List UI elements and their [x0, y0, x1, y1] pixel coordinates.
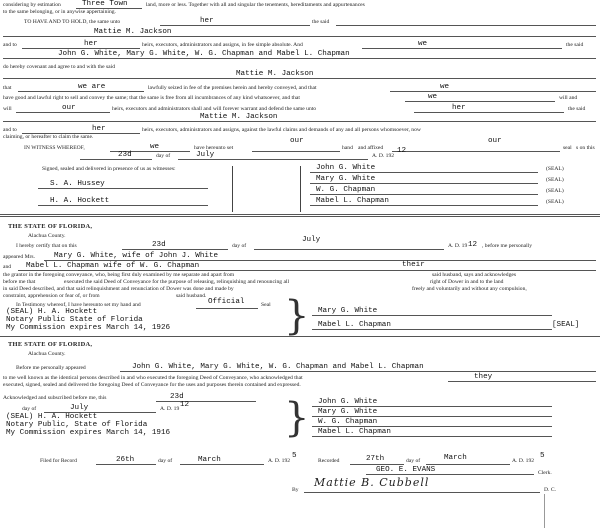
grantors-line: John G. White, Mary G. White, W. G. Chapman and Mabel L. Chapman	[58, 50, 350, 58]
ack1-wife-1: Mary G. White, wife of John J. White	[54, 252, 219, 260]
the-said-2: the said	[568, 106, 586, 112]
ack1-body-3: in said Deed described, and that said relinquishment and renunciation of Dower was done and made by	[3, 286, 234, 292]
have-good-text: have good and lawful right to sell and convey the same; that the same is free from all incumbrances of any kind whatsoever, and that	[3, 95, 300, 101]
ack1-official: Official	[208, 298, 245, 306]
ack2-year: 12	[180, 401, 190, 409]
signer-3: W. G. Chapman	[316, 186, 376, 194]
deed-line1-prefix: considering by estimation	[3, 2, 61, 8]
ack2-sig-2: Mary G. White	[318, 408, 378, 416]
witness-month: July	[196, 151, 215, 159]
ack1-notary-2: Notary Public State of Florida	[6, 316, 143, 324]
rec-year: 5	[540, 452, 545, 460]
ack1-year: 12	[468, 241, 478, 249]
ack1-certify: I hereby certify that on this	[16, 243, 77, 249]
witness-1: S. A. Hussey	[50, 180, 105, 188]
our-seal: our	[488, 137, 502, 145]
signed-sealed: Signed, sealed and delivered in presence of us as witnesses:	[42, 166, 176, 172]
witness-we: we	[150, 143, 160, 151]
claiming-line: claiming, or hereafter to claim the same.	[3, 134, 94, 140]
by-label: By	[292, 487, 299, 493]
ack1-body-2b: executed the said Deed of Conveyance for the purpose of releasing, relinquishing and renouncing all	[64, 279, 290, 285]
clerk-label: Clerk.	[538, 470, 552, 476]
ack1-body-4: constraint, apprehension or fear of, or from	[3, 293, 100, 299]
ack1-body-3b: freely and voluntarily and without any compulsion,	[412, 286, 527, 292]
grantee-name-2: Mattie M. Jackson	[236, 70, 314, 78]
filed-year: 5	[292, 452, 297, 460]
ack2-day-of: day of	[22, 406, 37, 412]
ack1-month: July	[302, 236, 321, 244]
s-on-this: s on this	[576, 145, 595, 151]
ack1-notary-3: My Commission expires March 14, 1926	[6, 324, 171, 332]
seal-2: (SEAL)	[546, 177, 564, 183]
ack1-and: and	[3, 264, 12, 270]
ack1-sig-2: Mabel L. Chapman	[318, 321, 391, 329]
ack1-before-me: , before me personally	[482, 243, 533, 249]
deed-line2: to the same belonging, or in anywise appertaining.	[3, 9, 116, 15]
we-3: we	[428, 93, 438, 101]
ack1-testimony: In Testimony whereof, I have hereunto set my hand and	[16, 302, 141, 308]
our-1: our	[62, 104, 76, 112]
ack2-ad: A. D. 19	[160, 406, 180, 412]
seal-1: (SEAL)	[546, 166, 564, 172]
witness-whereof: IN WITNESS WHEREOF,	[24, 145, 85, 151]
we-2: we	[440, 83, 450, 91]
deputy-clerk-signature: Mattie B. Cubbell	[314, 476, 430, 489]
witness-2: H. A. Hockett	[50, 197, 110, 205]
ack1-body-2c: right of Dower in and to the land	[430, 279, 504, 285]
our-hand: our	[290, 137, 304, 145]
ack1-day-of: day of	[232, 243, 247, 249]
ack1-seal-word: Seal	[261, 302, 271, 308]
ack2-county: Alachua County.	[28, 351, 66, 357]
that-1: that	[3, 85, 12, 91]
hand-word: hand	[342, 145, 353, 151]
grantee-name-3: Mattie M. Jackson	[200, 113, 278, 121]
ack1-seal-right: [SEAL]	[552, 321, 580, 329]
rec-day: 27th	[366, 455, 385, 463]
recorded-label: Recorded	[318, 458, 340, 464]
the-said-1: the said	[566, 42, 584, 48]
heirs-her-2: her	[92, 125, 106, 133]
her-2: her	[452, 104, 466, 112]
ack2-brace: }	[284, 395, 310, 441]
and-to-1: and to	[3, 42, 17, 48]
ack2-sig-1: John G. White	[318, 398, 378, 406]
witness-ad: A. D. 192	[372, 153, 395, 159]
ack2-body-1: to me well known as the identical persons described in and who executed the foregoing Deed of Conveyance, who acknowledged that	[3, 375, 303, 381]
habendum-prefix: TO HAVE AND TO HOLD, the same unto	[24, 19, 121, 25]
seal-word: seal	[563, 145, 572, 151]
and-to-2: and to	[3, 127, 17, 133]
acreage-typed: Three Town	[82, 0, 128, 8]
rec-ad: A. D. 192	[512, 458, 535, 464]
covenant-text: do hereby covenant and agree to and with the said	[3, 64, 115, 70]
ack1-brace: }	[284, 293, 310, 339]
ack2-sig-3: W. G. Chapman	[318, 418, 378, 426]
deed-line1-suffix: land, more or less. Together with all and singular the tenements, hereditaments and appurtenances	[146, 2, 365, 8]
filed-month: March	[198, 456, 221, 464]
ack2-day: 23d	[170, 393, 184, 401]
ack1-their: their	[402, 261, 425, 269]
ack1-body-1: the grantor in the foregoing conveyance, who, being first duly examined by me separate and apart from	[3, 272, 235, 278]
clerk-name: GEO. E. EVANS	[376, 466, 436, 474]
we-1: we	[418, 40, 428, 48]
ack2-body-2: executed, signed, sealed and delivered the foregoing Deed of Conveyance for the uses and purposes therein contained and expressed.	[3, 382, 301, 388]
ack1-appeared: appeared Mrs.	[3, 254, 35, 260]
seal-4: (SEAL)	[546, 199, 564, 205]
ack1-body-2: before me that	[3, 279, 36, 285]
have-hereunto: have hereunto set	[194, 145, 234, 151]
ack1-sig-1: Mary G. White	[318, 307, 378, 315]
will-and: will and	[559, 95, 578, 101]
ack1-state: THE STATE OF FLORIDA,	[8, 223, 93, 230]
heirs-warrant: heirs, executors and administrators shall and will forever warrant and defend the same unto	[112, 106, 317, 112]
filed-ad: A. D. 192	[268, 458, 291, 464]
witness-day-of: day of	[156, 153, 171, 159]
ack2-subscribed: Acknowledged and subscribed before me, this	[3, 395, 107, 401]
signer-2: Mary G. White	[316, 175, 376, 183]
heirs-text-2: heirs, executors, administrators and assigns, against the lawful claims and demands of any and all persons whomsoever, now	[142, 127, 421, 133]
ack1-body-1b: said husband, says and acknowledges	[432, 272, 517, 278]
filed-day-of: day of	[158, 458, 173, 464]
heirs-her-1: her	[84, 40, 98, 48]
ack1-day: 23d	[152, 241, 166, 249]
habendum-suffix: the said	[312, 19, 330, 25]
ack1-body-4b: said husband.	[176, 293, 207, 299]
rec-month: March	[444, 454, 467, 462]
ack2-names: John G. White, Mary G. White, W. G. Chapman and Mabel L. Chapman	[132, 363, 424, 371]
rec-day-of: day of	[406, 458, 421, 464]
ack1-wife-2: Mabel L. Chapman wife of W. G. Chapman	[26, 262, 200, 270]
witness-day: 23d	[118, 151, 132, 159]
witness-year: 12	[397, 147, 407, 155]
ack2-notary-2: Notary Public, State of Florida	[6, 421, 148, 429]
seized-text: lawfully seized in fee of the premises herein and hereby conveyed, and that	[148, 85, 317, 91]
seal-3: (SEAL)	[546, 188, 564, 194]
ack2-they: they	[474, 373, 493, 381]
dc-label: D. C.	[544, 487, 556, 493]
habendum-her: her	[200, 17, 214, 25]
ack2-month: July	[70, 404, 89, 412]
ack2-sig-4: Mabel L. Chapman	[318, 428, 391, 436]
filed-day: 26th	[116, 456, 135, 464]
ack2-before: Before me personally appeared	[16, 365, 86, 371]
heirs-text-1: heirs, executors, administrators and assigns, in fee simple absolute. And	[142, 42, 303, 48]
signer-4: Mabel L. Chapman	[316, 197, 389, 205]
filed-label: Filed for Record	[40, 458, 77, 464]
ack2-notary-3: My Commission expires March 14, 1916	[6, 429, 171, 437]
ack1-notary-1: (SEAL) H. A. Hockett	[6, 308, 98, 316]
ack2-notary-1: (SEAL) H. A. Hockett	[6, 413, 98, 421]
ack1-ad: A. D. 19	[448, 243, 468, 249]
ack1-county: Alachua County.	[28, 233, 66, 239]
signer-1: John G. White	[316, 164, 376, 172]
ack2-state: THE STATE OF FLORIDA,	[8, 341, 93, 348]
grantee-name-1: Mattie M. Jackson	[94, 28, 172, 36]
will-label: will	[3, 106, 12, 112]
we-are: we are	[78, 83, 106, 91]
and-affixed: and affixed	[358, 145, 384, 151]
